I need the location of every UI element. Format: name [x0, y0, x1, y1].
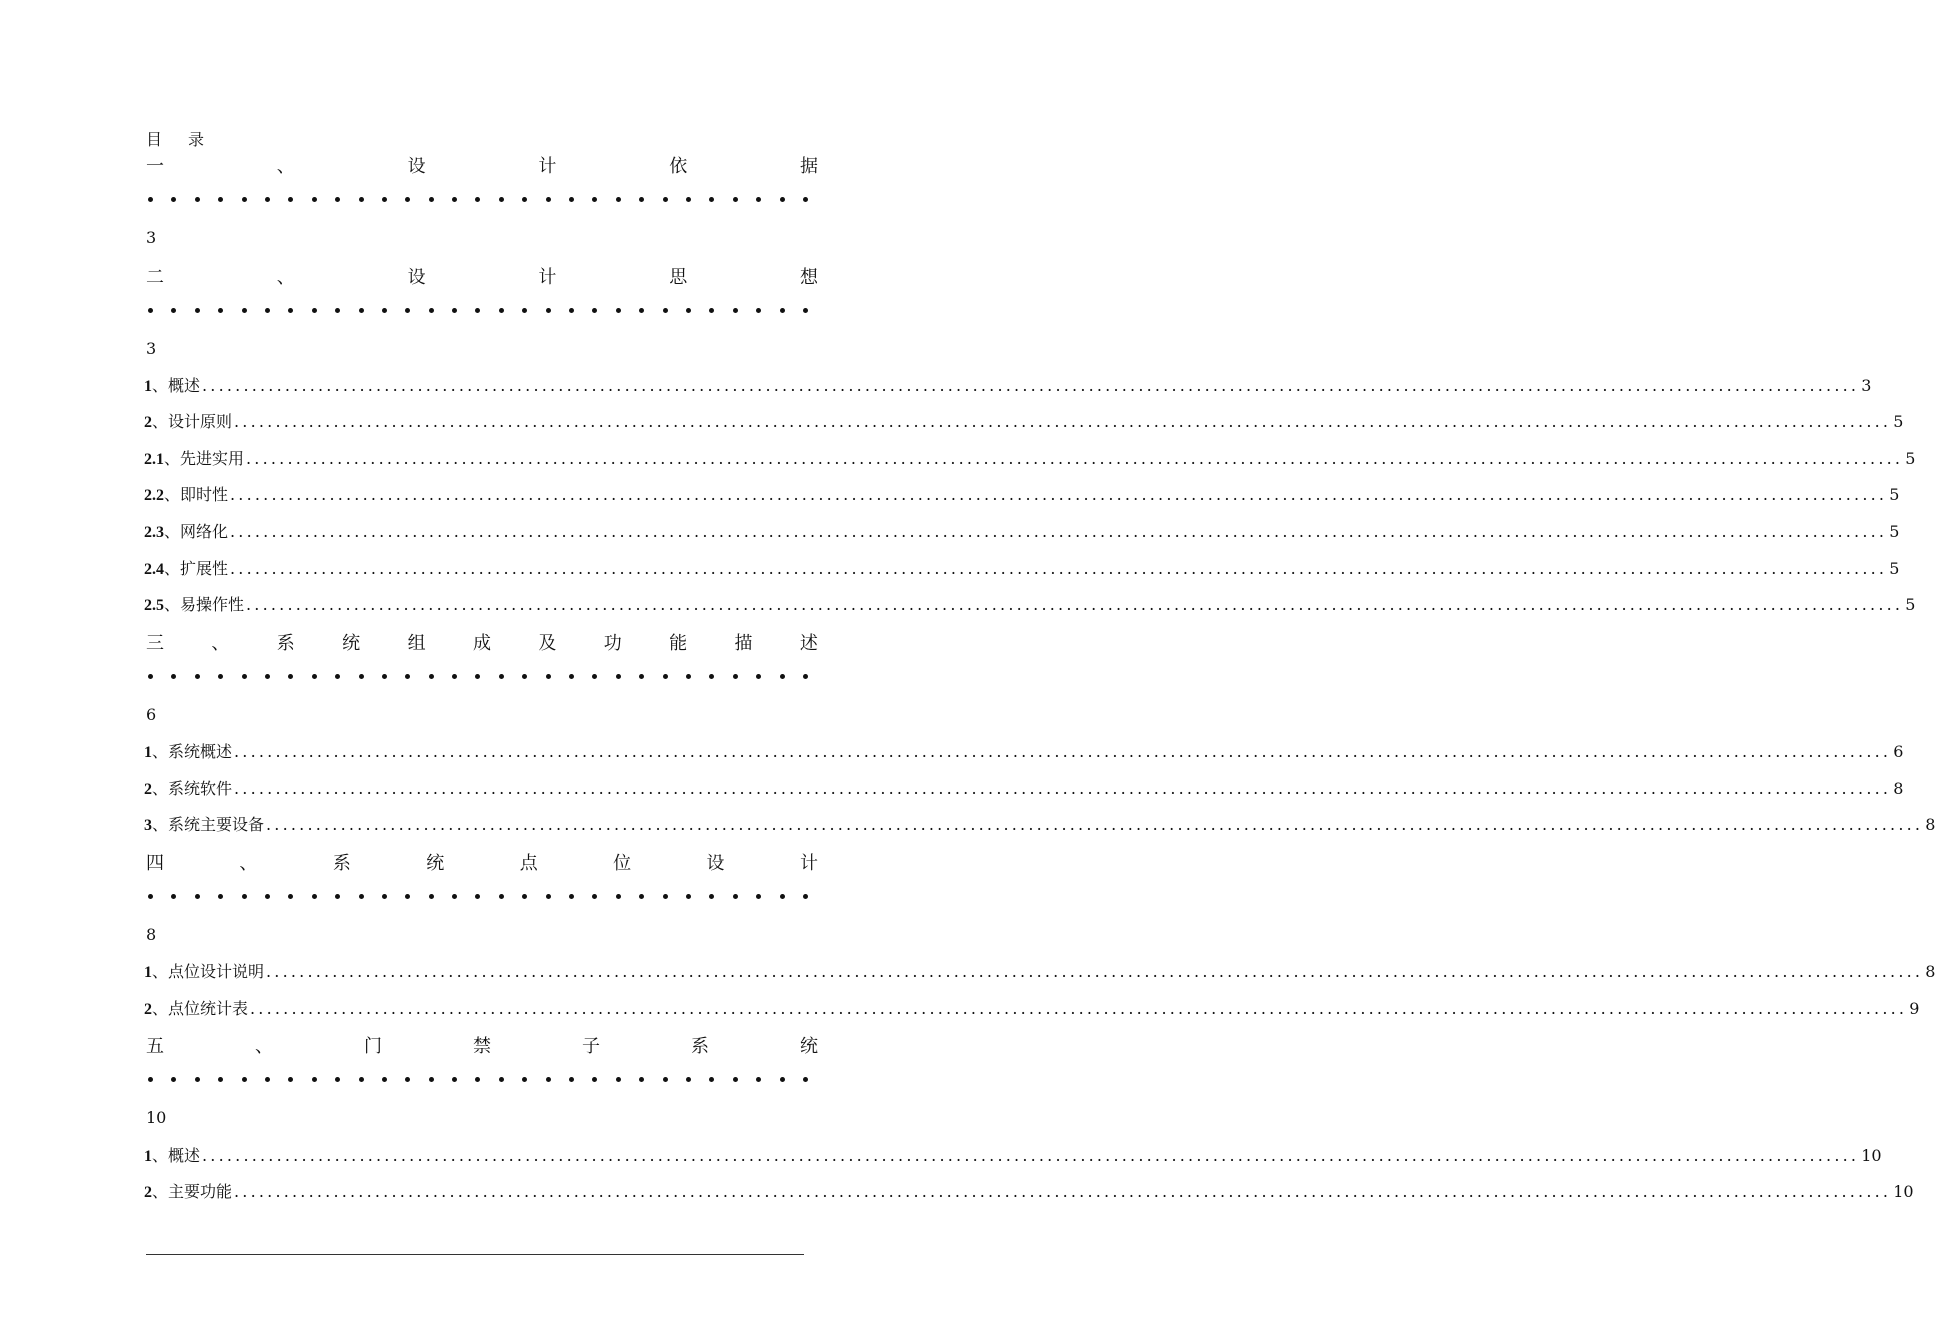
leader-bullet	[148, 674, 153, 679]
entry-text: 、系统主要设备	[152, 815, 265, 834]
leader-bullet	[335, 674, 340, 679]
leader-bullet	[288, 1077, 293, 1082]
chapter-char: 据	[799, 156, 818, 177]
leader-bullet	[359, 308, 364, 313]
leader-bullet	[733, 197, 738, 202]
dot-leader	[148, 674, 808, 679]
leader-bullet	[733, 1077, 738, 1082]
chapter-char: 功	[603, 633, 622, 654]
chapter-page-number: 8	[146, 925, 157, 944]
leader-bullet	[709, 308, 714, 313]
toc-entry[interactable]	[144, 592, 1916, 615]
chapter-page-number: 10	[146, 1108, 167, 1127]
leader-bullet	[780, 674, 785, 679]
leader-bullet	[359, 197, 364, 202]
chapter-page-number: 3	[146, 339, 157, 358]
leader-bullet	[195, 674, 200, 679]
leader-bullet	[475, 1077, 480, 1082]
entry-page: 5	[1889, 522, 1900, 541]
leader-bullet	[569, 308, 574, 313]
chapter-char: 、	[276, 267, 295, 288]
entry-number: 2.1	[144, 451, 164, 468]
leader-bullet	[639, 674, 644, 679]
leader-bullet	[148, 197, 153, 202]
entry-leader: ........................................................................................................................................................................................................	[230, 485, 1888, 504]
chapter-char: 思	[669, 267, 688, 288]
leader-bullet	[312, 197, 317, 202]
dot-leader	[148, 197, 808, 202]
leader-bullet	[780, 1077, 785, 1082]
chapter-char: 描	[734, 633, 753, 654]
leader-bullet	[780, 894, 785, 899]
entry-page: 8	[1925, 815, 1935, 834]
toc-entry[interactable]	[144, 776, 1904, 799]
entry-text: 、即时性	[164, 485, 229, 504]
leader-bullet	[499, 1077, 504, 1082]
leader-bullet	[265, 674, 270, 679]
leader-bullet	[382, 1077, 387, 1082]
chapter-char: 计	[538, 156, 557, 177]
leader-bullet	[592, 674, 597, 679]
leader-bullet	[663, 674, 668, 679]
leader-bullet	[429, 1077, 434, 1082]
leader-bullet	[639, 1077, 644, 1082]
leader-bullet	[475, 308, 480, 313]
entry-page: 10	[1893, 1182, 1914, 1201]
leader-bullet	[429, 308, 434, 313]
leader-bullet	[546, 1077, 551, 1082]
chapter-char: 计	[538, 267, 557, 288]
entry-leader: ........................................................................................................................................................................................................	[234, 779, 1892, 798]
leader-bullet	[242, 894, 247, 899]
leader-bullet	[803, 1077, 808, 1082]
leader-bullet	[265, 197, 270, 202]
leader-bullet	[733, 674, 738, 679]
leader-bullet	[452, 1077, 457, 1082]
leader-bullet	[616, 674, 621, 679]
toc-entry[interactable]	[144, 482, 1900, 505]
leader-bullet	[639, 197, 644, 202]
chapter-char: 述	[799, 633, 818, 654]
entry-leader: ........................................................................................................................................................................................................	[234, 1182, 1892, 1201]
leader-bullet	[242, 308, 247, 313]
leader-bullet	[592, 894, 597, 899]
entry-text: 、网络化	[164, 522, 229, 541]
entry-page: 8	[1893, 779, 1904, 798]
leader-bullet	[522, 308, 527, 313]
dot-leader	[148, 1077, 808, 1082]
leader-bullet	[522, 894, 527, 899]
chapter-char: 组	[407, 633, 426, 654]
toc-entry[interactable]	[144, 409, 1904, 432]
leader-bullet	[546, 674, 551, 679]
leader-bullet	[218, 308, 223, 313]
leader-bullet	[522, 674, 527, 679]
leader-bullet	[616, 894, 621, 899]
entry-leader: ........................................................................................................................................................................................................	[266, 962, 1924, 981]
leader-bullet	[592, 1077, 597, 1082]
leader-bullet	[288, 197, 293, 202]
leader-bullet	[195, 894, 200, 899]
chapter-char: 统	[426, 853, 445, 874]
chapter-char: 二	[146, 267, 164, 288]
leader-bullet	[335, 894, 340, 899]
entry-page: 5	[1905, 595, 1916, 614]
chapter-heading[interactable]	[146, 152, 818, 178]
leader-bullet	[499, 197, 504, 202]
leader-bullet	[265, 308, 270, 313]
leader-bullet	[756, 197, 761, 202]
leader-bullet	[405, 197, 410, 202]
toc-entry[interactable]	[144, 996, 1920, 1019]
entry-leader: ........................................................................................................................................................................................................	[266, 815, 1924, 834]
chapter-char: 依	[669, 156, 688, 177]
entry-page: 6	[1893, 742, 1904, 761]
leader-bullet	[335, 1077, 340, 1082]
entry-page: 5	[1893, 412, 1904, 431]
leader-bullet	[592, 308, 597, 313]
leader-bullet	[780, 308, 785, 313]
entry-page: 9	[1909, 999, 1920, 1018]
leader-bullet	[756, 674, 761, 679]
footer-rule	[146, 1254, 804, 1255]
leader-bullet	[686, 894, 691, 899]
entry-number: 2.5	[144, 597, 164, 614]
entry-number: 2.4	[144, 561, 164, 578]
leader-bullet	[569, 674, 574, 679]
chapter-page-number: 3	[146, 228, 157, 247]
entry-page: 8	[1925, 962, 1935, 981]
leader-bullet	[242, 1077, 247, 1082]
entry-leader: ........................................................................................................................................................................................................	[230, 559, 1888, 578]
chapter-char: 门	[364, 1036, 382, 1057]
chapter-char: 禁	[473, 1036, 491, 1057]
chapter-heading[interactable]	[146, 849, 818, 875]
leader-bullet	[382, 894, 387, 899]
toc-entry[interactable]	[144, 1179, 1914, 1202]
chapter-char: 能	[669, 633, 688, 654]
leader-bullet	[242, 197, 247, 202]
chapter-char: 统	[342, 633, 361, 654]
dot-leader	[148, 308, 808, 313]
leader-bullet	[475, 674, 480, 679]
entry-text: 、主要功能	[152, 1182, 233, 1201]
leader-bullet	[359, 894, 364, 899]
leader-bullet	[475, 197, 480, 202]
chapter-char: 、	[239, 853, 258, 874]
chapter-char: 想	[799, 267, 818, 288]
leader-bullet	[569, 1077, 574, 1082]
leader-bullet	[663, 308, 668, 313]
leader-bullet	[803, 894, 808, 899]
entry-number: 1	[144, 964, 152, 981]
entry-number: 2.2	[144, 487, 164, 504]
toc-title-char-2: 录	[188, 130, 205, 149]
entry-number: 2.3	[144, 524, 164, 541]
leader-bullet	[218, 894, 223, 899]
leader-bullet	[803, 674, 808, 679]
entry-text: 、概述	[152, 1146, 201, 1165]
leader-bullet	[663, 197, 668, 202]
entry-text: 、概述	[152, 376, 201, 395]
leader-bullet	[335, 308, 340, 313]
entry-text: 、点位设计说明	[152, 962, 265, 981]
leader-bullet	[195, 197, 200, 202]
leader-bullet	[429, 674, 434, 679]
leader-bullet	[335, 197, 340, 202]
entry-number: 2	[144, 414, 152, 431]
entry-text: 、系统软件	[152, 779, 233, 798]
entry-text: 、点位统计表	[152, 999, 249, 1018]
leader-bullet	[148, 894, 153, 899]
entry-leader: ........................................................................................................................................................................................................	[234, 412, 1892, 431]
entry-text: 、系统概述	[152, 742, 233, 761]
leader-bullet	[639, 894, 644, 899]
chapter-char: 系	[332, 853, 351, 874]
entry-page: 3	[1861, 376, 1872, 395]
chapter-char: 设	[407, 267, 426, 288]
leader-bullet	[171, 308, 176, 313]
leader-bullet	[171, 197, 176, 202]
toc-entry[interactable]	[144, 1143, 1882, 1166]
chapter-char: 计	[799, 853, 818, 874]
leader-bullet	[242, 674, 247, 679]
entry-text: 、扩展性	[164, 559, 229, 578]
leader-bullet	[359, 674, 364, 679]
dot-leader	[148, 894, 808, 899]
chapter-char: 三	[146, 633, 164, 654]
leader-bullet	[780, 197, 785, 202]
chapter-char: 子	[582, 1036, 600, 1057]
leader-bullet	[382, 197, 387, 202]
leader-bullet	[709, 674, 714, 679]
entry-leader: ........................................................................................................................................................................................................	[234, 742, 1892, 761]
leader-bullet	[171, 674, 176, 679]
leader-bullet	[218, 197, 223, 202]
leader-bullet	[405, 1077, 410, 1082]
leader-bullet	[452, 894, 457, 899]
leader-bullet	[312, 894, 317, 899]
leader-bullet	[499, 894, 504, 899]
chapter-char: 、	[255, 1036, 273, 1057]
leader-bullet	[616, 1077, 621, 1082]
toc-title-char-1: 目	[146, 130, 163, 149]
toc-entry[interactable]	[144, 959, 1935, 982]
leader-bullet	[405, 674, 410, 679]
toc-title	[146, 127, 204, 150]
leader-bullet	[452, 197, 457, 202]
leader-bullet	[288, 308, 293, 313]
leader-bullet	[312, 674, 317, 679]
chapter-char: 五	[146, 1036, 164, 1057]
chapter-heading[interactable]	[146, 1032, 818, 1058]
leader-bullet	[288, 894, 293, 899]
entry-number: 1	[144, 744, 152, 761]
entry-text: 、易操作性	[164, 595, 245, 614]
leader-bullet	[195, 308, 200, 313]
leader-bullet	[382, 308, 387, 313]
chapter-char: 四	[146, 853, 164, 874]
leader-bullet	[195, 1077, 200, 1082]
entry-number: 1	[144, 378, 152, 395]
leader-bullet	[546, 197, 551, 202]
leader-bullet	[709, 1077, 714, 1082]
leader-bullet	[522, 197, 527, 202]
leader-bullet	[616, 197, 621, 202]
leader-bullet	[639, 308, 644, 313]
entry-leader: ........................................................................................................................................................................................................	[250, 999, 1908, 1018]
leader-bullet	[709, 197, 714, 202]
leader-bullet	[218, 1077, 223, 1082]
leader-bullet	[148, 1077, 153, 1082]
leader-bullet	[709, 894, 714, 899]
leader-bullet	[569, 894, 574, 899]
leader-bullet	[756, 1077, 761, 1082]
leader-bullet	[265, 894, 270, 899]
leader-bullet	[616, 308, 621, 313]
chapter-char: 及	[538, 633, 557, 654]
leader-bullet	[171, 1077, 176, 1082]
leader-bullet	[499, 674, 504, 679]
leader-bullet	[686, 197, 691, 202]
leader-bullet	[803, 308, 808, 313]
leader-bullet	[546, 308, 551, 313]
leader-bullet	[733, 894, 738, 899]
entry-page: 5	[1905, 449, 1916, 468]
chapter-char: 点	[519, 853, 538, 874]
entry-leader: ........................................................................................................................................................................................................	[246, 449, 1904, 468]
leader-bullet	[663, 894, 668, 899]
leader-bullet	[546, 894, 551, 899]
leader-bullet	[429, 894, 434, 899]
entry-number: 2	[144, 1184, 152, 1201]
entry-number: 3	[144, 817, 152, 834]
entry-text: 、先进实用	[164, 449, 245, 468]
chapter-char: 、	[211, 633, 230, 654]
leader-bullet	[756, 308, 761, 313]
leader-bullet	[312, 1077, 317, 1082]
entry-page: 5	[1889, 559, 1900, 578]
chapter-char: 位	[613, 853, 632, 874]
leader-bullet	[359, 1077, 364, 1082]
toc-entry[interactable]	[144, 739, 1904, 762]
leader-bullet	[382, 674, 387, 679]
toc-entry[interactable]	[144, 812, 1935, 835]
leader-bullet	[405, 894, 410, 899]
entry-page: 5	[1889, 485, 1900, 504]
entry-leader: ........................................................................................................................................................................................................	[246, 595, 1904, 614]
chapter-char: 成	[472, 633, 491, 654]
leader-bullet	[218, 674, 223, 679]
leader-bullet	[475, 894, 480, 899]
leader-bullet	[522, 1077, 527, 1082]
leader-bullet	[312, 308, 317, 313]
leader-bullet	[148, 308, 153, 313]
leader-bullet	[686, 308, 691, 313]
leader-bullet	[288, 674, 293, 679]
entry-number: 1	[144, 1148, 152, 1165]
chapter-heading[interactable]	[146, 629, 818, 655]
leader-bullet	[452, 674, 457, 679]
leader-bullet	[499, 308, 504, 313]
entry-text: 、设计原则	[152, 412, 233, 431]
leader-bullet	[756, 894, 761, 899]
chapter-char: 系	[276, 633, 295, 654]
chapter-char: 、	[276, 156, 295, 177]
chapter-page-number: 6	[146, 705, 157, 724]
leader-bullet	[429, 197, 434, 202]
leader-bullet	[663, 1077, 668, 1082]
leader-bullet	[686, 1077, 691, 1082]
leader-bullet	[171, 894, 176, 899]
entry-leader: ........................................................................................................................................................................................................	[230, 522, 1888, 541]
toc-entry[interactable]	[144, 519, 1900, 542]
chapter-char: 统	[800, 1036, 818, 1057]
leader-bullet	[405, 308, 410, 313]
entry-leader: ........................................................................................................................................................................................................	[202, 376, 1860, 395]
toc-entry[interactable]	[144, 446, 1916, 469]
leader-bullet	[569, 197, 574, 202]
toc-entry[interactable]	[144, 373, 1872, 396]
chapter-char: 一	[146, 156, 164, 177]
chapter-heading[interactable]	[146, 263, 818, 289]
leader-bullet	[265, 1077, 270, 1082]
leader-bullet	[686, 674, 691, 679]
toc-entry[interactable]	[144, 556, 1900, 579]
leader-bullet	[592, 197, 597, 202]
leader-bullet	[803, 197, 808, 202]
chapter-char: 设	[407, 156, 426, 177]
leader-bullet	[733, 308, 738, 313]
chapter-char: 设	[706, 853, 725, 874]
chapter-char: 系	[691, 1036, 709, 1057]
entry-leader: ........................................................................................................................................................................................................	[202, 1146, 1860, 1165]
entry-number: 2	[144, 781, 152, 798]
entry-page: 10	[1861, 1146, 1882, 1165]
entry-number: 2	[144, 1001, 152, 1018]
leader-bullet	[452, 308, 457, 313]
